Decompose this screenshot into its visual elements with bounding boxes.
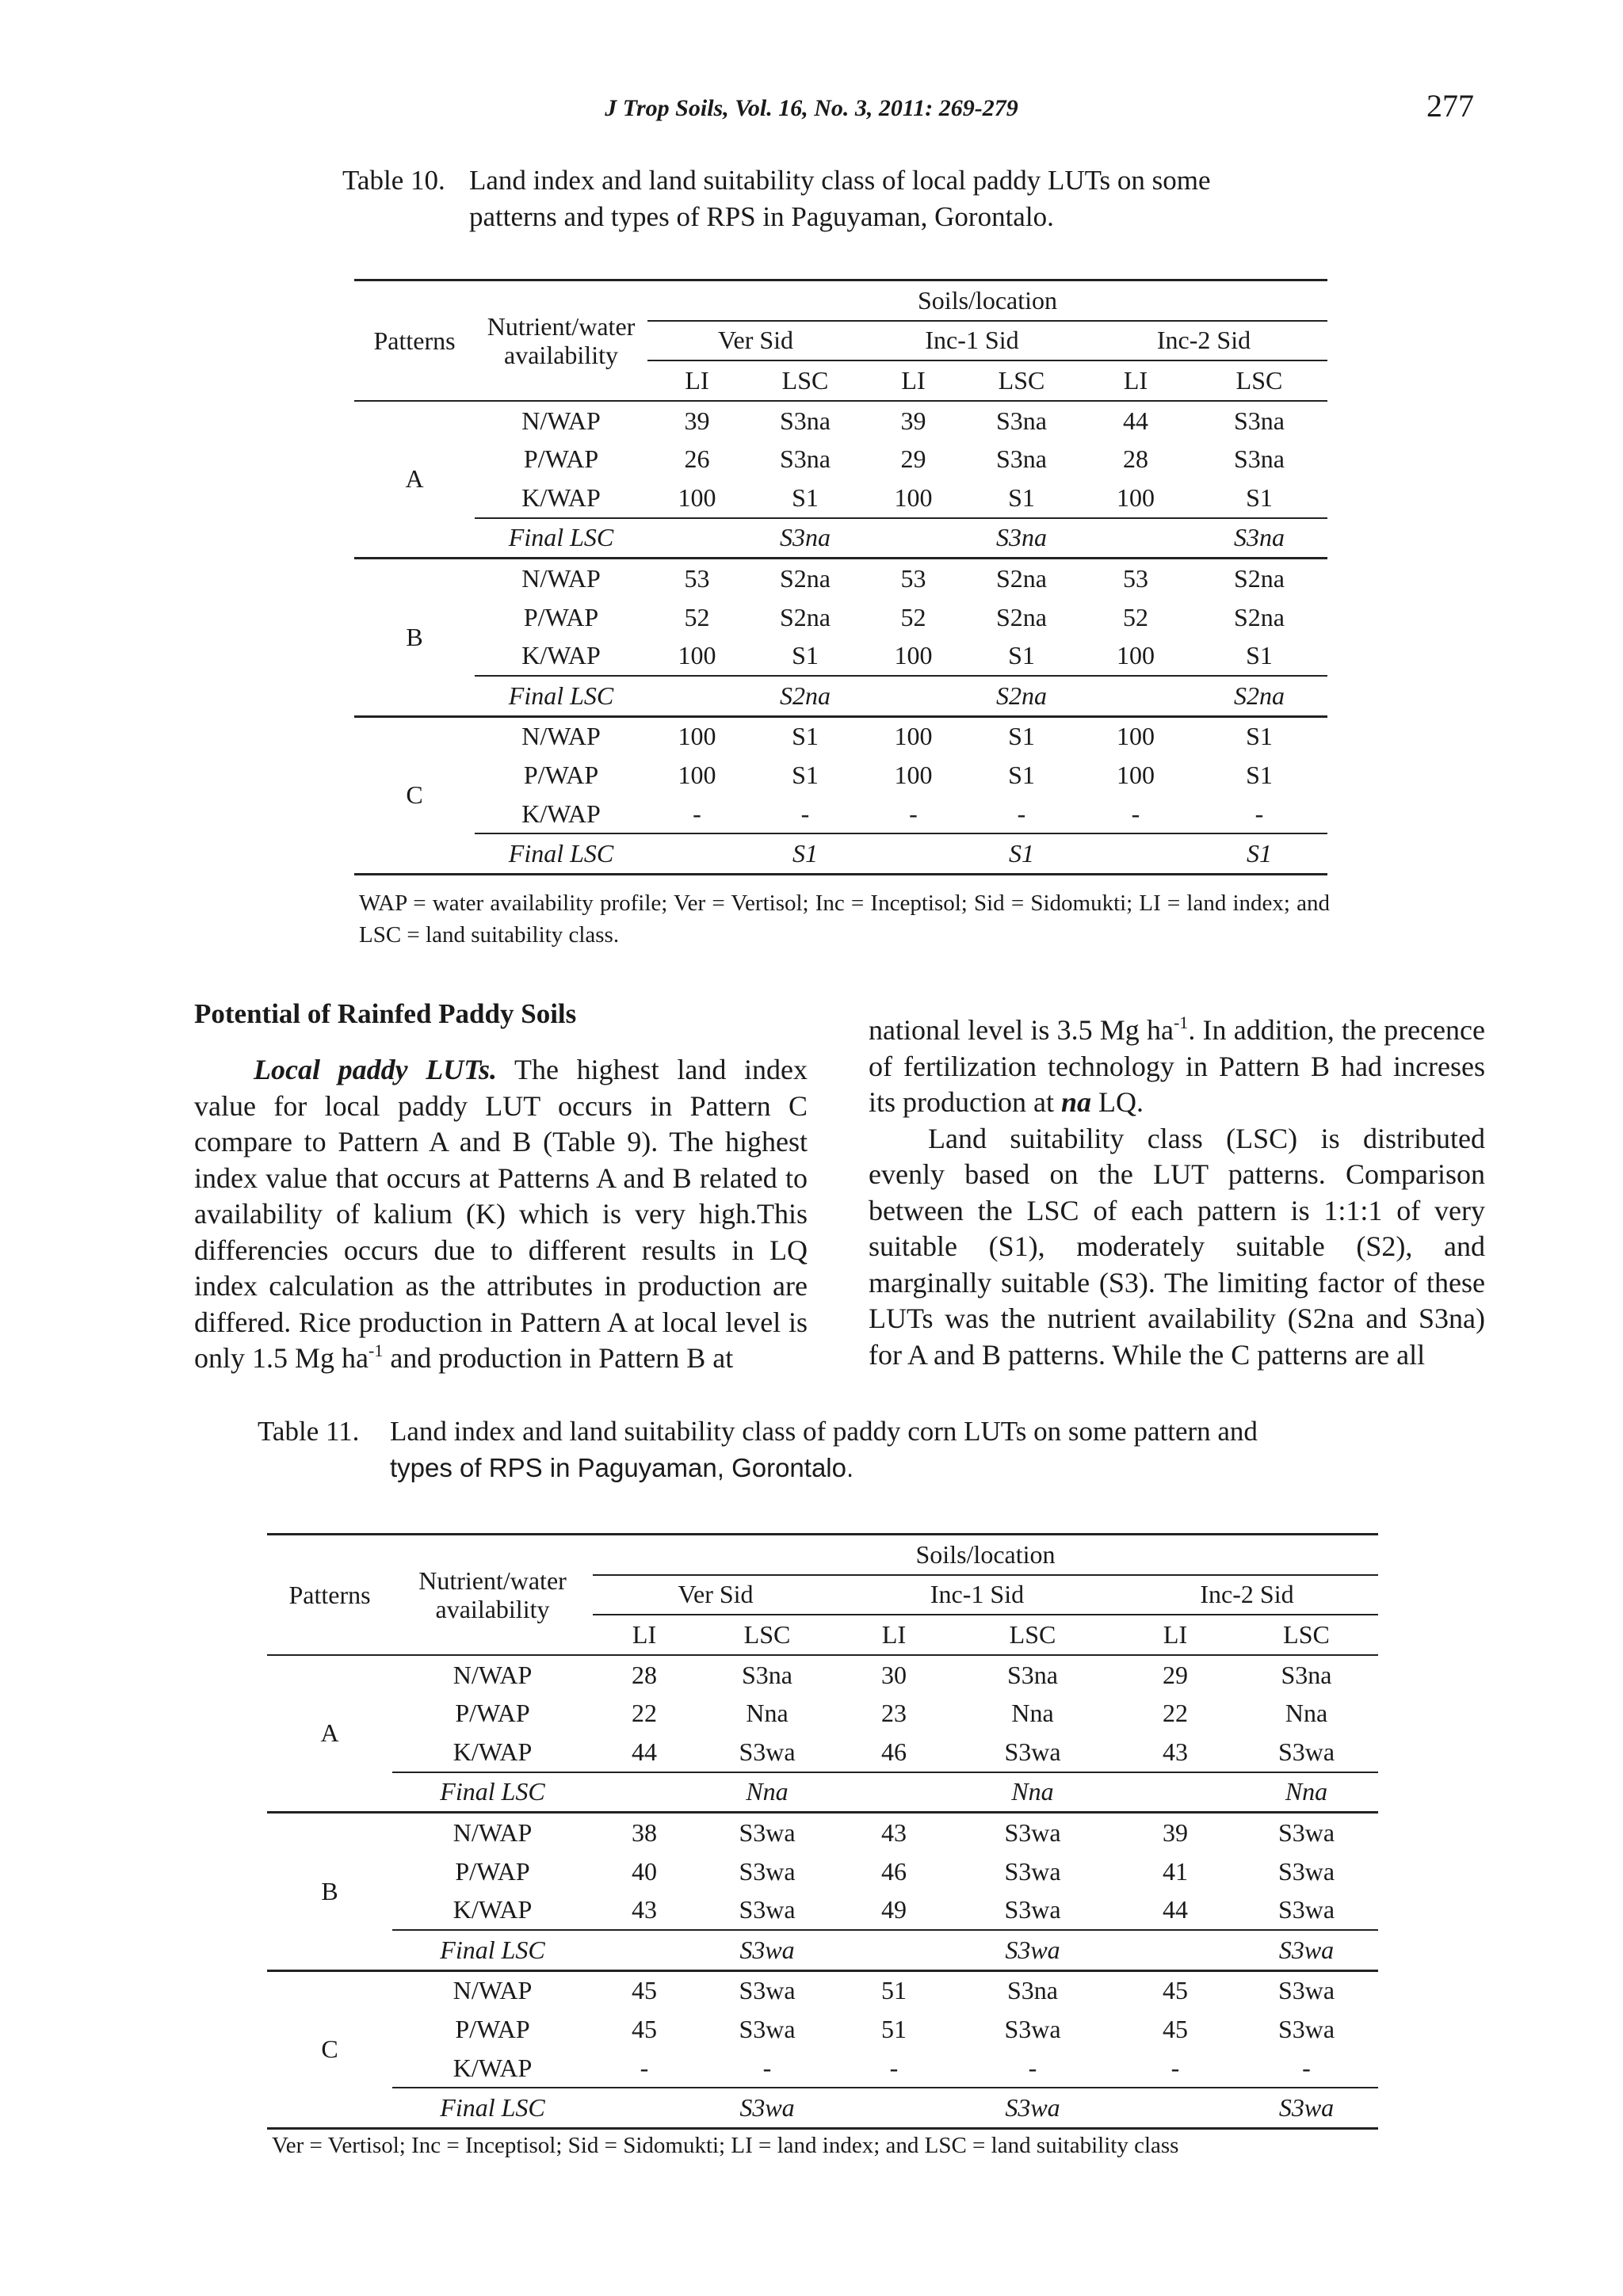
row-label: K/WAP: [392, 1890, 593, 1930]
final-lsc-value: [696, 1930, 838, 1970]
table-cell: -: [1235, 2049, 1378, 2088]
table-row: [267, 1694, 1378, 1733]
pattern-label: A: [267, 1655, 392, 1813]
header-soil-group: Inc-2 Sid: [1080, 321, 1327, 361]
header-patterns: Patterns: [354, 280, 475, 401]
pattern-label: B: [354, 559, 475, 716]
table-cell-empty: [838, 1930, 949, 1970]
header-soils-location: Soils/location: [593, 1535, 1378, 1575]
final-lsc-text: Final LSC: [440, 1935, 545, 1964]
table-cell: S3na: [1234, 406, 1285, 435]
table-cell: -: [647, 795, 747, 834]
final-lsc-label: [392, 2088, 593, 2128]
table-cell: S1: [1008, 722, 1035, 751]
table-cell: 46: [838, 1733, 949, 1772]
table-row: [267, 1733, 1378, 1772]
table11-footnote: Ver = Vertisol; Inc = Inceptisol; Sid = Sidomukti; LI = land index; and LSC = land suitability class: [272, 2133, 1179, 2158]
table-cell: Nna: [1011, 1699, 1054, 1728]
table-cell-empty: [647, 833, 747, 874]
final-lsc-text: Final LSC: [508, 839, 614, 868]
header-li: LI: [1116, 1615, 1235, 1655]
table-cell: 100: [1080, 636, 1191, 676]
table-cell: S3na: [996, 444, 1047, 474]
table-cell-empty: [1080, 518, 1191, 559]
final-lsc-value-text: S3wa: [1278, 1935, 1335, 1964]
pattern-label: C: [354, 716, 475, 874]
table-cell: S3na: [1281, 1660, 1332, 1689]
table-cell-empty: [593, 1930, 696, 1970]
row-label: N/WAP: [453, 1976, 533, 2005]
table10-label: Table 10.: [342, 165, 445, 196]
table-cell: 100: [1117, 760, 1155, 789]
final-lsc-value: [963, 833, 1080, 874]
table-cell: 43: [1116, 1733, 1235, 1772]
row-label: N/WAP: [521, 722, 601, 751]
final-lsc-value: [949, 1772, 1116, 1813]
final-lsc-text: Final LSC: [508, 681, 614, 710]
header-soil-group: Inc-1 Sid: [864, 321, 1080, 361]
header-nutrient-line2: availability: [435, 1594, 550, 1623]
final-lsc-value-text: S2na: [780, 681, 831, 710]
table-cell: 100: [647, 636, 747, 676]
table-row: [354, 479, 1327, 518]
table-cell: 44: [1116, 1890, 1235, 1930]
table-cell-empty: [1080, 676, 1191, 716]
table-cell-empty: [593, 1772, 696, 1813]
left-column: [194, 1052, 808, 1377]
na-emphasis: na: [1060, 1086, 1091, 1118]
header-li: LI: [864, 360, 963, 401]
header-patterns: Patterns: [267, 1535, 392, 1655]
final-lsc-label: [475, 518, 647, 559]
table-cell: 100: [678, 722, 716, 751]
table-cell: -: [593, 2049, 696, 2088]
table10-footnote: WAP = water availability profile; Ver = Vertisol; Inc = Inceptisol; Sid = Sidomukti; LI = land index; and LSC = land suitability class.: [359, 891, 1330, 948]
table-row: [354, 440, 1327, 479]
table-cell: 53: [1123, 563, 1148, 593]
table-cell: 43: [593, 1890, 696, 1930]
final-row: [354, 676, 1327, 716]
row-label: K/WAP: [475, 795, 647, 834]
row-label: K/WAP: [392, 1733, 593, 1772]
table-cell: S3wa: [949, 1890, 1116, 1930]
final-lsc-value-text: S3na: [1234, 523, 1285, 552]
table11-caption-line1: Land index and land suitability class of paddy corn LUTs on some pattern and: [390, 1416, 1258, 1447]
table-cell: S3wa: [1004, 1817, 1061, 1847]
header-nutrient-line1: Nutrient/water: [487, 311, 636, 341]
run-in-heading: Local paddy LUTs.: [254, 1054, 497, 1085]
table-cell: S1: [792, 722, 819, 751]
table-row: [267, 1852, 1378, 1891]
final-lsc-value-text: S3wa: [1005, 1935, 1060, 1964]
final-lsc-label: [475, 833, 647, 874]
final-lsc-value: [963, 676, 1080, 716]
final-lsc-label: [475, 676, 647, 716]
pattern-label: B: [267, 1813, 392, 1970]
table-cell: S1: [747, 479, 864, 518]
table-row: [267, 2049, 1378, 2088]
header-row: [354, 280, 1327, 321]
final-lsc-value-text: S2na: [996, 681, 1047, 710]
paragraph-text-end: and production in Pattern B at: [383, 1342, 734, 1374]
final-lsc-value-text: S1: [792, 839, 818, 868]
pattern-label: C: [267, 1970, 392, 2128]
final-lsc-value: [949, 2088, 1116, 2128]
table-cell: S1: [1191, 636, 1327, 676]
table-cell: 45: [1163, 1976, 1188, 2005]
final-lsc-value: [1235, 1930, 1378, 1970]
page-number: 277: [1426, 88, 1474, 124]
journal-header: J Trop Soils, Vol. 16, No. 3, 2011: 269-279: [605, 95, 1018, 121]
right-column: [869, 1013, 1485, 1373]
paragraph-local-paddy: [194, 1052, 808, 1377]
table-row: [354, 401, 1327, 441]
table-cell: 45: [632, 1976, 657, 2005]
final-lsc-value: [747, 518, 864, 559]
table-cell: S3wa: [739, 1976, 796, 2005]
superscript: -1: [369, 1341, 384, 1360]
table11-caption: [258, 1413, 1446, 1489]
header-soils-location: Soils/location: [647, 280, 1327, 321]
table-cell: 29: [900, 444, 926, 474]
row-label: P/WAP: [523, 760, 599, 789]
final-lsc-value: [747, 833, 864, 874]
final-row: [354, 833, 1327, 874]
table-cell: 53: [900, 563, 926, 593]
table-cell: S1: [1191, 479, 1327, 518]
header-nutrient-line2: availability: [504, 340, 618, 369]
table-cell: 100: [1080, 479, 1191, 518]
paragraph-text: national level is 3.5 Mg ha: [869, 1014, 1174, 1046]
table-cell: S3na: [780, 444, 831, 474]
header-soil-group: Ver Sid: [593, 1575, 838, 1615]
row-label: P/WAP: [455, 1856, 530, 1886]
final-lsc-text: Final LSC: [508, 523, 614, 552]
table-row: [354, 636, 1327, 676]
table-cell: S1: [747, 636, 864, 676]
table11-label: Table 11.: [258, 1416, 360, 1447]
final-lsc-value: [1191, 676, 1327, 716]
final-lsc-value-text: S1: [1009, 839, 1034, 868]
table-cell: 30: [881, 1660, 907, 1689]
pattern-label: A: [354, 401, 475, 559]
final-lsc-value: [949, 1930, 1116, 1970]
table-cell: 41: [1163, 1856, 1188, 1886]
paragraph-continued: [869, 1013, 1485, 1121]
table-row: [267, 1655, 1378, 1695]
header-lsc: LSC: [747, 360, 864, 401]
table-cell: 28: [1123, 444, 1148, 474]
table-cell: S1: [963, 479, 1080, 518]
table-cell: 39: [684, 406, 710, 435]
final-lsc-value: [747, 676, 864, 716]
final-lsc-value-text: S3na: [996, 523, 1047, 552]
table-cell: S3wa: [739, 2014, 796, 2043]
final-lsc-value: [1235, 2088, 1378, 2128]
table-cell: 100: [864, 636, 963, 676]
table-cell: S2na: [780, 563, 831, 593]
table-cell: Nna: [746, 1699, 789, 1728]
table-cell: S3wa: [1004, 1856, 1061, 1886]
table-cell: S2na: [1234, 563, 1285, 593]
table-cell: S3wa: [739, 1817, 796, 1847]
final-lsc-value: [1235, 1772, 1378, 1813]
header-nutrient-line1: Nutrient/water: [418, 1566, 567, 1595]
table-cell: 45: [632, 2014, 657, 2043]
table-cell: S3wa: [1277, 2014, 1335, 2043]
header-li: LI: [593, 1615, 696, 1655]
table-cell: 40: [632, 1856, 657, 1886]
final-lsc-value-text: Nna: [1285, 1777, 1328, 1806]
row-label: K/WAP: [475, 636, 647, 676]
header-lsc: LSC: [1191, 360, 1327, 401]
final-lsc-value: [696, 2088, 838, 2128]
final-lsc-value-text: Nna: [1011, 1777, 1054, 1806]
table-cell: S1: [1008, 760, 1035, 789]
table-cell: -: [864, 795, 963, 834]
table-row: [267, 1970, 1378, 2010]
header-li: LI: [838, 1615, 949, 1655]
table-cell: 44: [593, 1733, 696, 1772]
superscript: -1: [1173, 1013, 1189, 1032]
table-cell: 46: [881, 1856, 907, 1886]
final-row: [267, 1930, 1378, 1970]
row-label: P/WAP: [455, 1699, 530, 1728]
table11: [267, 1533, 1378, 2130]
table-cell: -: [1080, 795, 1191, 834]
row-label: N/WAP: [521, 563, 601, 593]
header-li: LI: [1080, 360, 1191, 401]
table-cell: 52: [1123, 602, 1148, 631]
row-label: K/WAP: [475, 479, 647, 518]
table-cell: -: [838, 2049, 949, 2088]
paragraph-text-end: LQ.: [1091, 1086, 1144, 1118]
table-cell-empty: [838, 2088, 949, 2128]
table-cell: -: [747, 795, 864, 834]
table-row: [267, 1813, 1378, 1852]
row-label: N/WAP: [453, 1817, 533, 1847]
paragraph-lsc: Land suitability class (LSC) is distributed evenly based on the LUT patterns. Comparison between the LSC of each pattern is 1:1:1 of very suitable (S1), moderately suitable (S2), and marginally suitable (S3). The limiting factor of these LUTs was the nutrient availability (S2na and S3na) for A and B patterns. While the C patterns are all: [869, 1122, 1485, 1371]
row-label: P/WAP: [523, 602, 599, 631]
table-cell: S3wa: [1277, 1856, 1335, 1886]
table-cell: S3wa: [696, 1890, 838, 1930]
table-cell: 43: [881, 1817, 907, 1847]
table-row: [354, 716, 1327, 756]
table-cell: -: [696, 2049, 838, 2088]
table-cell: S1: [1246, 722, 1273, 751]
table-cell: S3na: [742, 1660, 792, 1689]
table-cell-empty: [1116, 1772, 1235, 1813]
table-cell: 49: [838, 1890, 949, 1930]
table-cell: S3wa: [1004, 2014, 1061, 2043]
row-label: P/WAP: [455, 2014, 530, 2043]
table-row: [354, 559, 1327, 598]
table-cell: S3na: [1007, 1976, 1058, 2005]
table-cell: S3wa: [1235, 1890, 1378, 1930]
table-cell-empty: [864, 518, 963, 559]
table-cell-empty: [864, 676, 963, 716]
row-label: N/WAP: [453, 1660, 533, 1689]
table-cell: S1: [963, 636, 1080, 676]
table-cell: 26: [684, 444, 710, 474]
table-cell-empty: [838, 1772, 949, 1813]
table-cell-empty: [647, 676, 747, 716]
final-row: [354, 518, 1327, 559]
table-cell: S3wa: [1235, 1733, 1378, 1772]
table-cell: 44: [1123, 406, 1148, 435]
table10-caption-line2: patterns and types of RPS in Paguyaman, Gorontalo.: [469, 201, 1054, 232]
header-nutrient-water: [475, 280, 647, 401]
table-row: [354, 795, 1327, 834]
row-label: N/WAP: [521, 406, 601, 435]
table-cell: 100: [647, 479, 747, 518]
table-cell-empty: [593, 2088, 696, 2128]
table-cell: 52: [900, 602, 926, 631]
final-row: [267, 1772, 1378, 1813]
table-cell: S1: [1246, 760, 1273, 789]
table-cell: 100: [678, 760, 716, 789]
paragraph-text: . In addition, the precence of fertilization technology in Pattern B had increses its production at: [869, 1014, 1485, 1118]
table-cell: 100: [1117, 722, 1155, 751]
header-nutrient-water: [392, 1535, 593, 1655]
table-row: [354, 756, 1327, 795]
table-cell: 45: [1163, 2014, 1188, 2043]
header-lsc: LSC: [963, 360, 1080, 401]
table-cell: S2na: [780, 602, 831, 631]
row-label: K/WAP: [392, 2049, 593, 2088]
table10-caption-line1: Land index and land suitability class of local paddy LUTs on some: [469, 165, 1211, 196]
table-cell: S2na: [1234, 602, 1285, 631]
table-cell: 38: [632, 1817, 657, 1847]
table-cell: 51: [881, 2014, 907, 2043]
table-cell: 22: [632, 1699, 657, 1728]
paragraph-text: The highest land index value for local paddy LUT occurs in Pattern C compare to Pattern A and B (Table 9). The highest index value that occurs at Patterns A and B related to availability of kalium (K) which is very high.This differencies occurs due to different results in LQ index calculation as the attributes in production are differed. Rice production in Pattern A at local level is only 1.5 Mg ha: [194, 1054, 808, 1374]
table-cell: -: [963, 795, 1080, 834]
table-cell: 100: [894, 722, 933, 751]
table-cell: S3wa: [1277, 1817, 1335, 1847]
header-soil-group: Inc-1 Sid: [838, 1575, 1116, 1615]
table-cell: 100: [864, 479, 963, 518]
final-lsc-value-text: S2na: [1234, 681, 1285, 710]
table-cell: S3wa: [696, 1733, 838, 1772]
table10-caption: [342, 162, 1373, 238]
table-cell: S3wa: [1277, 1976, 1335, 2005]
header-soil-group: Inc-2 Sid: [1116, 1575, 1378, 1615]
final-lsc-text: Final LSC: [440, 1777, 545, 1806]
table-cell: S3na: [1234, 444, 1285, 474]
final-lsc-value: [1191, 833, 1327, 874]
table-cell: 29: [1163, 1660, 1188, 1689]
table-cell: 28: [632, 1660, 657, 1689]
table-cell: S2na: [996, 563, 1047, 593]
table-cell: 100: [894, 760, 933, 789]
final-lsc-label: [392, 1930, 593, 1970]
table-cell-empty: [647, 518, 747, 559]
table-row: [267, 2010, 1378, 2049]
header-lsc: LSC: [696, 1615, 838, 1655]
final-lsc-value-text: S3wa: [1278, 2093, 1335, 2122]
table-row: [267, 1890, 1378, 1930]
table-cell: S3na: [1007, 1660, 1058, 1689]
table-cell: 39: [900, 406, 926, 435]
table-cell: S3na: [996, 406, 1047, 435]
table-cell: -: [1191, 795, 1327, 834]
final-lsc-value-text: S3wa: [739, 1935, 795, 1964]
header-lsc: LSC: [949, 1615, 1116, 1655]
table-cell: S3wa: [739, 1856, 796, 1886]
table-cell: 23: [881, 1699, 907, 1728]
header-lsc: LSC: [1235, 1615, 1378, 1655]
table-cell: Nna: [1285, 1699, 1328, 1728]
final-lsc-value-text: S1: [1247, 839, 1272, 868]
section-heading: Potential of Rainfed Paddy Soils: [194, 998, 577, 1029]
table-cell: 51: [881, 1976, 907, 2005]
table-cell-empty: [1116, 1930, 1235, 1970]
table-cell: 22: [1163, 1699, 1188, 1728]
final-row: [267, 2088, 1378, 2128]
table-cell: -: [949, 2049, 1116, 2088]
header-row: [267, 1535, 1378, 1575]
final-lsc-label: [392, 1772, 593, 1813]
header-li: LI: [647, 360, 747, 401]
table-cell: 39: [1163, 1817, 1188, 1847]
table10: [354, 279, 1327, 875]
final-lsc-text: Final LSC: [440, 2093, 545, 2122]
final-lsc-value: [696, 1772, 838, 1813]
final-lsc-value: [963, 518, 1080, 559]
row-label: P/WAP: [523, 444, 599, 474]
table-cell-empty: [864, 833, 963, 874]
table-cell-empty: [1080, 833, 1191, 874]
table-cell: S1: [792, 760, 819, 789]
table-cell: 53: [684, 563, 710, 593]
table-cell-empty: [1116, 2088, 1235, 2128]
final-lsc-value-text: S3na: [780, 523, 831, 552]
table-cell: S2na: [996, 602, 1047, 631]
final-lsc-value: [1191, 518, 1327, 559]
final-lsc-value-text: Nna: [746, 1777, 789, 1806]
final-lsc-value-text: S3wa: [1005, 2093, 1060, 2122]
table-cell: S3na: [780, 406, 831, 435]
table-cell: 52: [684, 602, 710, 631]
table11-caption-line2: types of RPS in Paguyaman, Gorontalo.: [390, 1453, 854, 1482]
table-row: [354, 598, 1327, 637]
table-cell: -: [1116, 2049, 1235, 2088]
table-cell: S3wa: [949, 1733, 1116, 1772]
final-lsc-value-text: S3wa: [739, 2093, 795, 2122]
header-soil-group: Ver Sid: [647, 321, 864, 361]
